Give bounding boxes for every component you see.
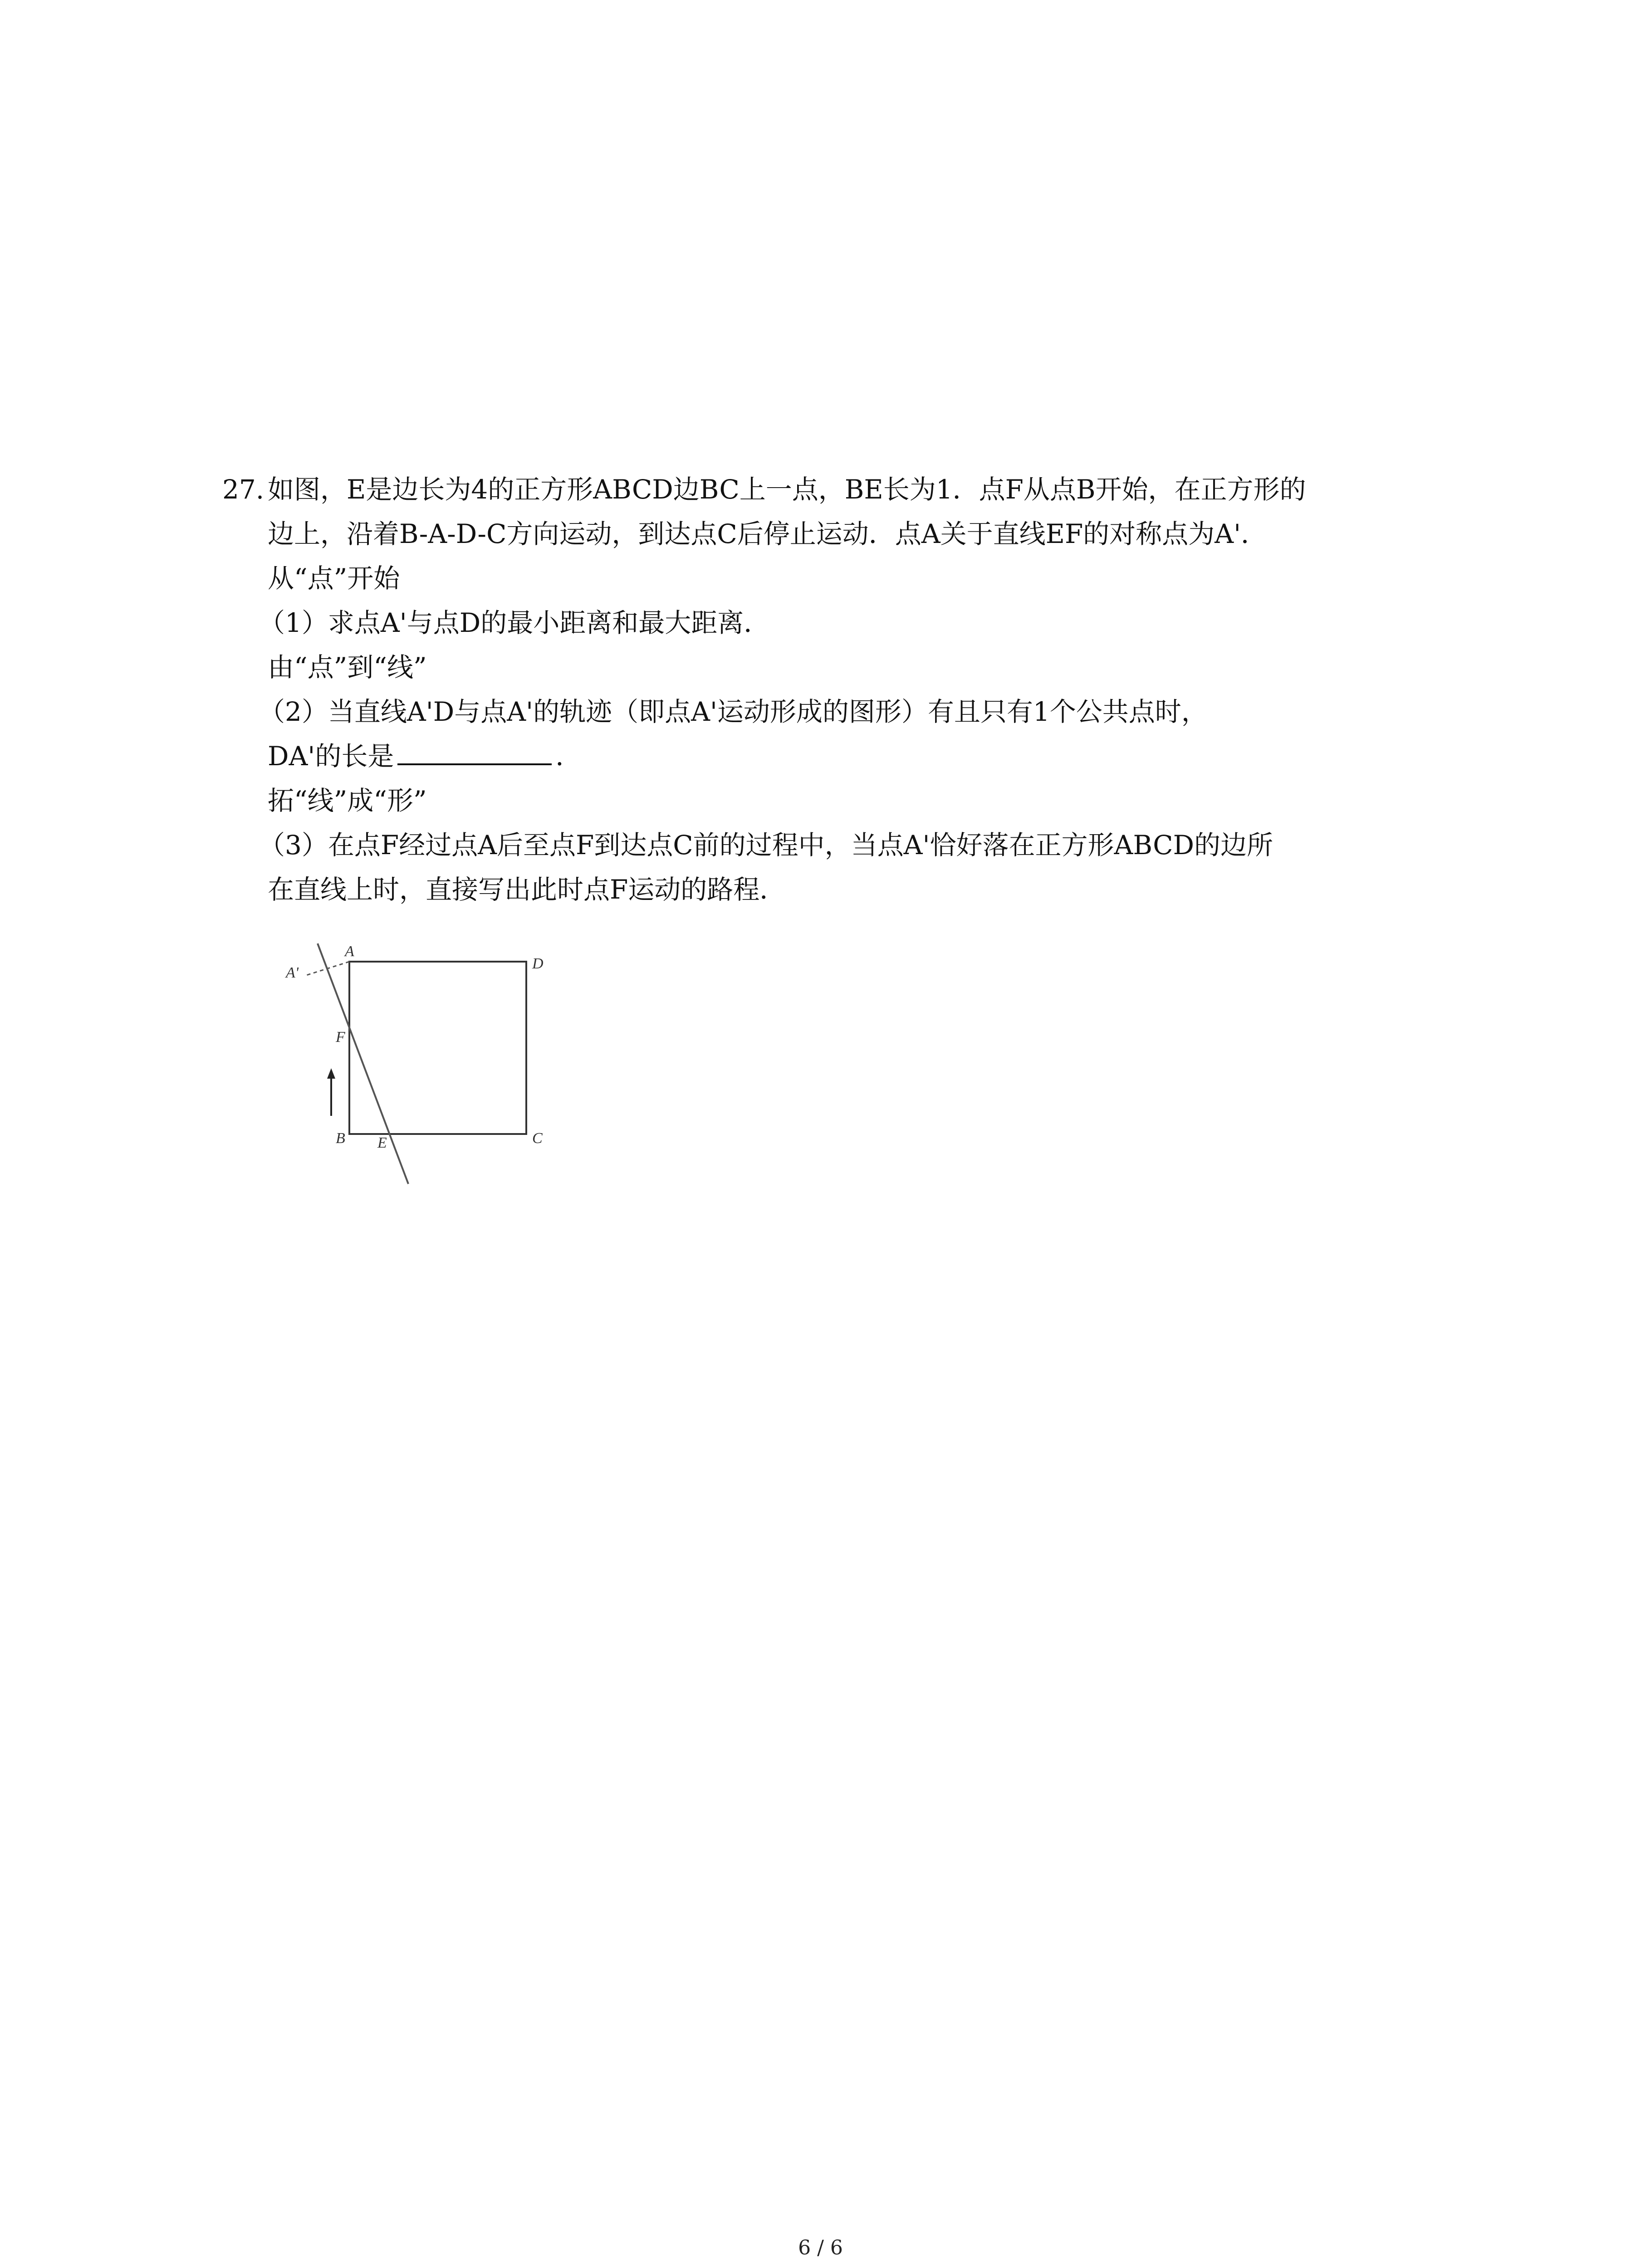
square-abcd: [349, 962, 526, 1134]
question-1: [222, 601, 1447, 645]
label-c: C: [532, 1130, 543, 1147]
geometry-figure: [272, 930, 590, 1193]
intro-text-1: 如图，E是边长为4的正方形ABCD边BC上一点，BE长为1．点F从点B开始，在正方形的: [268, 474, 1306, 505]
question-2-line-2: [222, 734, 1447, 778]
question-3-text-1: （3）在点F经过点A后至点F到达点C前的过程中，当点A'恰好落在正方形ABCD的边所: [259, 830, 1273, 860]
square-diagram: [272, 930, 590, 1193]
answer-blank[interactable]: [397, 736, 552, 765]
section-3-title-text: 拓“线”成“形”: [268, 785, 427, 816]
problem-intro-line-2: [222, 512, 1447, 556]
problem-27: [222, 467, 1447, 912]
question-2-line-1: [222, 689, 1447, 734]
label-b: B: [336, 1130, 345, 1147]
question-1-text: （1）求点A'与点D的最小距离和最大距离．: [259, 607, 770, 638]
dashed-segment-a-aprime: [306, 962, 349, 975]
question-2-text-2: DA'的长是: [268, 741, 394, 772]
section-1-title: [222, 556, 1447, 601]
section-1-title-text: 从“点”开始: [268, 563, 400, 594]
up-arrow-icon: [327, 1068, 335, 1079]
question-3-text-2: 在直线上时，直接写出此时点F运动的路程．: [268, 874, 786, 905]
question-2-text-1: （2）当直线A'D与点A'的轨迹（即点A'运动形成的图形）有且只有1个公共点时，: [259, 696, 1208, 727]
label-e: E: [377, 1134, 387, 1151]
section-3-title: [222, 778, 1447, 823]
label-f: F: [336, 1029, 345, 1046]
label-d: D: [532, 955, 544, 972]
problem-intro-line-1: [222, 467, 1447, 512]
section-2-title-text: 由“点”到“线”: [268, 652, 427, 683]
question-3-line-2: [222, 867, 1447, 912]
label-a: A: [345, 943, 354, 960]
question-2-period: ．: [555, 741, 582, 772]
section-2-title: [222, 645, 1447, 689]
question-number: 27.: [222, 474, 265, 505]
line-ef: [318, 943, 408, 1184]
intro-text-2: 边上，沿着B-A-D-C方向运动，到达点C后停止运动．点A关于直线EF的对称点为A'．: [268, 518, 1268, 549]
page-number: 6 / 6: [798, 2236, 843, 2259]
question-3-line-1: [222, 823, 1447, 867]
label-a-prime: A': [286, 964, 299, 981]
